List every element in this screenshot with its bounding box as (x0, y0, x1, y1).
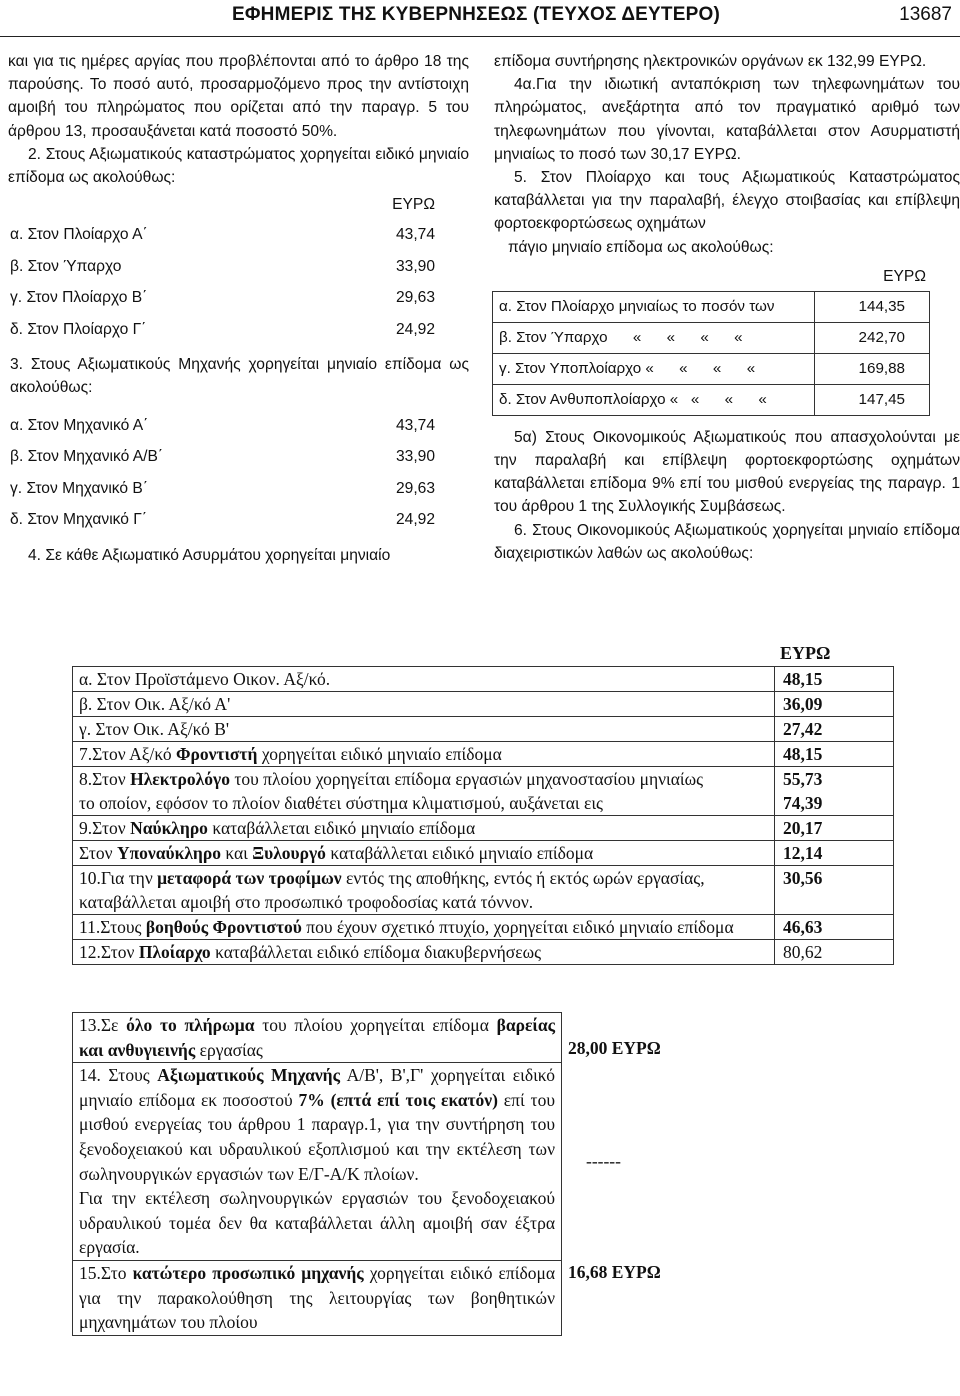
text: Στον (79, 843, 117, 863)
list-item (8, 282, 469, 314)
table-cell-value: ------ (586, 1151, 621, 1172)
text: του πλοίου χορηγείται επίδομα (254, 1015, 497, 1035)
table-cell-label (73, 940, 775, 965)
currency-header: ΕΥΡΩ (780, 643, 831, 663)
table-row (493, 384, 930, 415)
text: 13.Σε (79, 1015, 127, 1035)
table-cell-label: α. Στον Προϊστάμενο Οικον. Αξ/κό. (73, 667, 775, 692)
table-row (73, 1013, 879, 1063)
list-item (8, 441, 469, 473)
text-bold: Αξιωματικούς Μηχανής (157, 1065, 340, 1086)
text: χορηγείται ειδικό μηνιαίο επίδομα (257, 744, 502, 764)
item-label: γ. Στον Μηχανικό Β΄ (10, 479, 149, 497)
table-cell-label (73, 915, 775, 940)
text: 14. Στους (79, 1065, 158, 1086)
text-bold: βοηθούς Φροντιστού (145, 917, 302, 937)
table-cell-value: 36,09 (775, 692, 894, 717)
text: Α/Β', Β',Γ' χορηγείται ειδικό μηνιαίο επίδομα εκ ποσοστού (79, 1065, 555, 1110)
page-number: 13687 (899, 4, 952, 25)
text-bold: βαρείας και ανθυγιεινής (79, 1015, 555, 1060)
deck-officers-list (8, 219, 469, 345)
text: καταβάλλεται ειδικό μηνιαίο επίδομα (325, 843, 594, 863)
engine-officers-list (8, 410, 469, 536)
table-cell-value: 16,68 ΕΥΡΩ (568, 1262, 661, 1283)
paragraph-4: 4. Σε κάθε Αξιωματικό Ασυρμάτου χορηγείται μηνιαίο (28, 546, 391, 564)
text-bold: Φροντιστή (175, 744, 258, 764)
vehicle-loading-table (492, 291, 930, 416)
table-cell-value: 144,35 (815, 291, 930, 322)
text: καταβάλλεται ειδικό μηνιαίο επίδομα (207, 818, 476, 838)
list-item (8, 251, 469, 283)
list-item (8, 219, 469, 251)
table-cell-value: 12,14 (775, 841, 894, 866)
text-bold: όλο το πλήρωμα (126, 1015, 255, 1035)
allowances-table-block (72, 640, 894, 965)
table-cell-label (73, 1063, 562, 1261)
value-base: 55,73 (783, 769, 823, 789)
text: 10.Για την (79, 868, 158, 888)
table-cell-label (73, 1013, 562, 1063)
item-value: 24,92 (395, 511, 435, 529)
list-item (8, 410, 469, 442)
header-rule (0, 36, 960, 37)
left-column (8, 50, 469, 567)
text: Για την εκτέλεση σωληνουργικών εργασιών του ξενοδοχειακού υδραυλικού τομέα δεν θα καταβάλλεται άλλη αμοιβή σαν έξτρα εργασία. (79, 1188, 555, 1258)
text: εντός της αποθήκης, εντός ή εκτός ωρών εργασίας, καταβάλλεται αμοιβή στο προσωπικό τροφοδοσίας κατά τόννον. (79, 868, 705, 912)
item-label: δ. Στον Μηχανικό Γ΄ (10, 511, 148, 529)
table-cell-label: γ. Στον Υποπλοίαρχο « « « « (493, 353, 815, 384)
table-cell-value: 242,70 (815, 322, 930, 353)
table-row (493, 322, 930, 353)
text: και (220, 843, 253, 863)
text-bold: Ηλεκτρολόγο (130, 769, 230, 789)
text: 15.Στο (79, 1262, 133, 1283)
item-value: 33,90 (395, 448, 435, 466)
table-row (73, 742, 894, 767)
text-bold: Ξυλουργό (252, 843, 326, 863)
paragraph-6: 6. Στους Οικονομικούς Αξιωματικούς χορηγείται μηνιαίο επίδομα διαχειριστικών λαθών ως ακολούθως: (494, 521, 960, 562)
item-value: 29,63 (395, 479, 435, 497)
table-cell-value: 30,56 (775, 866, 894, 915)
text: που έχουν σχετικό πτυχίο, χορηγείται ειδικό μηνιαίο επίδομα (301, 917, 734, 937)
table-cell-value: 147,45 (815, 384, 930, 415)
table-cell-label (73, 742, 775, 767)
table-row (493, 353, 930, 384)
item-label: α. Στον Πλοίαρχο Α΄ (10, 226, 148, 244)
table-row (73, 1063, 879, 1261)
lower-allowances-table (72, 1012, 879, 1336)
text: επί του μισθού ενεργείας του άρθρου 1 παραγρ.1, για την συντήρηση του ξενοδοχειακού και υδραυλικού εξοπλισμού και την εκτέλεση των σωληνουργικών εργασιών των Ε/Γ-Α/Κ πλοίων. (79, 1089, 555, 1184)
table-cell-value: 48,15 (775, 667, 894, 692)
table-cell-label (73, 866, 775, 915)
item-value: 43,74 (395, 226, 435, 244)
table-cell-label (73, 1260, 562, 1335)
text-bold: Ναύκληρο (130, 818, 208, 838)
table-cell-value: 48,15 (775, 742, 894, 767)
text: 9.Στον (79, 818, 131, 838)
gazette-title: ΕΦΗΜΕΡΙΣ ΤΗΣ ΚΥΒΕΡΝΗΣΕΩΣ (ΤΕΥΧΟΣ ΔΕΥΤΕΡΟ) (232, 4, 720, 25)
table-cell-value: 27,42 (775, 717, 894, 742)
table-row (73, 767, 894, 816)
item-value: 33,90 (395, 257, 435, 275)
table-cell-value: 20,17 (775, 816, 894, 841)
table-row (73, 915, 894, 940)
paragraph-continuation: και για τις ημέρες αργίας που προβλέπονται από το άρθρο 18 της παρούσης. Το ποσό αυτό, προσαρμοζόμενο προς την αντίστοιχη αμοιβή του πληρώματος που ορίζεται από την παραγρ. 5 του άρθρου 13, προσαυξάνεται κατά ποσοστό 50%. (8, 53, 469, 140)
table-cell-label: α. Στον Πλοίαρχο μηνιαίως το ποσόν των (493, 291, 815, 322)
table-row (73, 667, 894, 692)
text: εργασίας (195, 1039, 263, 1060)
item-label: β. Στον Μηχανικό Α/Β΄ (10, 448, 164, 466)
table-row (73, 940, 894, 965)
table-row (73, 866, 894, 915)
text-bold: Πλοίαρχο (138, 942, 211, 962)
table-cell-label (73, 816, 775, 841)
table-cell-label: β. Στον Οικ. Αξ/κό Α' (73, 692, 775, 717)
item-value: 29,63 (395, 289, 435, 307)
text: το οποίον, εφόσον το πλοίον διαθέτει σύστημα κλιματισμού, αυξάνεται εις (79, 793, 603, 813)
table-cell-label (73, 841, 775, 866)
item-label: β. Στον Ύπαρχο (10, 257, 122, 275)
text: χορηγείται ειδικό επίδομα για την παρακολούθηση της λειτουργίας των βοηθητικών μηχανημάτων του πλοίου (79, 1262, 555, 1333)
text: 12.Στον (79, 942, 139, 962)
paragraph-continuation: επίδομα συντήρησης ηλεκτρονικών οργάνων εκ 132,99 ΕΥΡΩ. (494, 53, 927, 70)
text: του πλοίου χορηγείται επίδομα εργασιών μηχανοστασίου μηνιαίως (229, 769, 704, 789)
table-cell-value: 28,00 ΕΥΡΩ (568, 1038, 661, 1059)
text-bold: Υποναύκληρο (116, 843, 221, 863)
item-label: α. Στον Μηχανικό Α΄ (10, 416, 149, 434)
table-row (73, 1260, 879, 1335)
item-label: γ. Στον Πλοίαρχο Β΄ (10, 289, 148, 307)
text-bold: μεταφορά των τροφίμων (157, 868, 342, 888)
paragraph-4a: 4α.Για την ιδιωτική ανταπόκριση των τηλεφωνημάτων του πληρώματος, ανεξάρτητα από τον πραγματικό αριθμό των τηλεφωνημάτων που γίνονται, καταβάλλεται στον Ασυρματιστή μηνιαίως το ποσό των 30,17 ΕΥΡΩ. (494, 76, 960, 163)
paragraph-2: 2. Στους Αξιωματικούς καταστρώματος χορηγείται ειδικό μηνιαίο επίδομα ως ακολούθως: (8, 145, 469, 187)
table-cell-value: 169,88 (815, 353, 930, 384)
table-cell-value: 80,62 (775, 940, 894, 965)
table-cell-value (775, 767, 894, 816)
table-row (73, 692, 894, 717)
table-cell-label (73, 767, 775, 816)
table-row (73, 717, 894, 742)
page-header (0, 4, 960, 32)
value-with-ac: 74,39 (783, 793, 823, 813)
table-cell-value: 46,63 (775, 915, 894, 940)
currency-header: ΕΥΡΩ (392, 196, 435, 214)
list-item (8, 473, 469, 505)
text: 11.Στους (79, 917, 146, 937)
paragraph-5a: 5α) Στους Οικονομικούς Αξιωματικούς που απασχολούνται με την παραλαβή και επίβλεψη φορτοεκφορτώσης οχημάτων καταβάλλεται επίδομα 9% επί του μισθού ενεργείας της παραγρ. 1 του άρθρου 1 της Συλλογικής Συμβάσεως. (494, 428, 960, 516)
paragraph-3: 3. Στους Αξιωματικούς Μηχανής χορηγείται μηνιαίο επίδομα ως ακολούθως: (10, 356, 469, 397)
text-bold: 7% (επτά επί τοις εκατόν) (298, 1089, 498, 1110)
lower-allowances-block (72, 1012, 894, 1336)
text-bold: κατώτερο προσωπικό μηχανής (132, 1262, 364, 1283)
table-cell-label: β. Στον Ύπαρχο « « « « (493, 322, 815, 353)
item-value: 43,74 (395, 416, 435, 434)
table-cell-label: γ. Στον Οικ. Αξ/κό Β' (73, 717, 775, 742)
paragraph-5: 5. Στον Πλοίαρχο και τους Αξιωματικούς Καταστρώματος καταβάλλεται για την παραλαβή, έλεγχο στοιβασίας και επίβλεψη φορτοεκφορτώσεως οχημάτων (494, 169, 960, 233)
right-column (494, 50, 960, 565)
text: 7.Στον Αξ/κό (79, 744, 176, 764)
table-cell-label: δ. Στον Ανθυποπλοίαρχο « « « « (493, 384, 815, 415)
table-row (73, 841, 894, 866)
list-item (8, 504, 469, 536)
allowances-table (72, 666, 894, 965)
item-label: δ. Στον Πλοίαρχο Γ΄ (10, 320, 147, 338)
item-value: 24,92 (395, 320, 435, 338)
text: καταβάλλεται ειδικό επίδομα διακυβερνήσεως (210, 942, 542, 962)
table-row (73, 816, 894, 841)
currency-header: ΕΥΡΩ (883, 267, 926, 285)
table-row (493, 291, 930, 322)
paragraph-5-cont: πάγιο μηνιαίο επίδομα ως ακολούθως: (508, 238, 774, 256)
list-item (8, 314, 469, 346)
text: 8.Στον (79, 769, 131, 789)
